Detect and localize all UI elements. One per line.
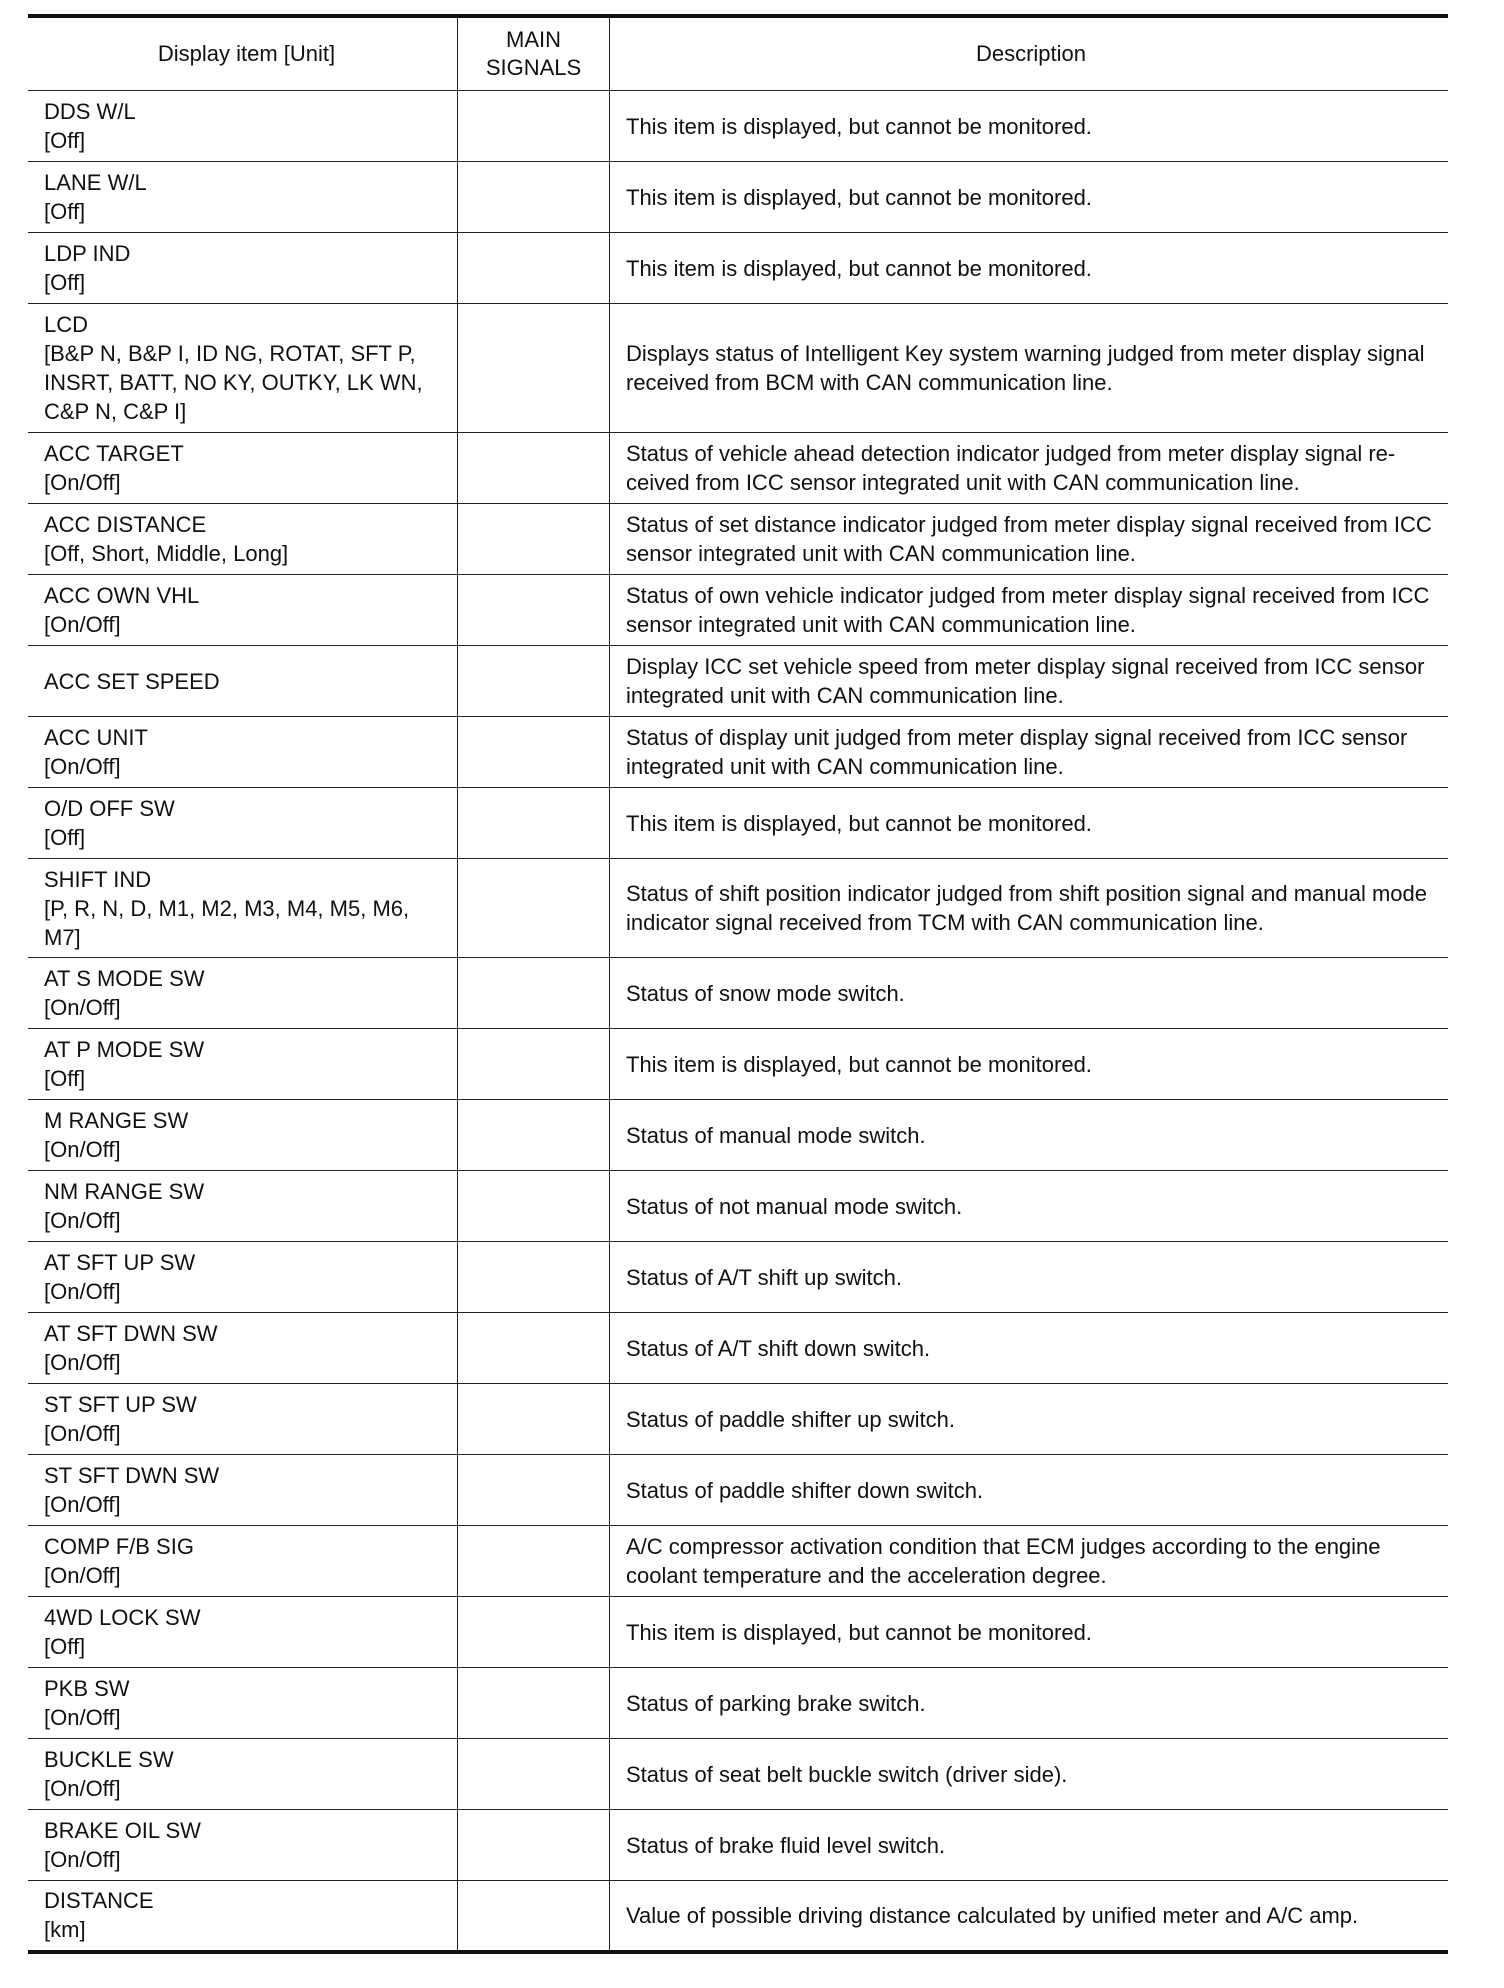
display-item-cell <box>28 1668 458 1739</box>
description-cell: Status of set distance indicator judged from meter display signal received from ICC sensor integrated unit with CAN communication line. <box>610 504 1449 575</box>
display-item-cell <box>28 1597 458 1668</box>
item-unit: [Off] <box>44 825 86 850</box>
description-cell: Displays status of Intelligent Key system warning judged from meter display signal received from BCM with CAN communication line. <box>610 304 1449 433</box>
item-name: AT P MODE SW <box>44 1037 205 1062</box>
item-name: O/D OFF SW <box>44 796 175 821</box>
display-item-cell <box>28 1526 458 1597</box>
main-signals-cell <box>458 504 610 575</box>
description-cell: Status of paddle shifter up switch. <box>610 1384 1449 1455</box>
description-cell: This item is displayed, but cannot be monitored. <box>610 1597 1449 1668</box>
display-item-cell <box>28 646 458 717</box>
description-cell: Status of A/T shift down switch. <box>610 1313 1449 1384</box>
display-item-cell <box>28 1384 458 1455</box>
main-signals-cell <box>458 1100 610 1171</box>
item-unit: [On/Off] <box>44 470 121 495</box>
item-name: LANE W/L <box>44 170 147 195</box>
main-signals-cell <box>458 1597 610 1668</box>
description-cell: Status of not manual mode switch. <box>610 1171 1449 1242</box>
main-signals-cell <box>458 162 610 233</box>
table-row <box>28 304 1448 433</box>
main-signals-cell <box>458 646 610 717</box>
item-unit: [On/Off] <box>44 1421 121 1446</box>
description-cell: Status of paddle shifter down switch. <box>610 1455 1449 1526</box>
main-signals-cell <box>458 91 610 162</box>
table-row <box>28 788 1448 859</box>
display-item-cell <box>28 1739 458 1810</box>
description-cell: This item is displayed, but cannot be monitored. <box>610 162 1449 233</box>
table-row <box>28 1100 1448 1171</box>
display-item-cell <box>28 1455 458 1526</box>
item-name: BRAKE OIL SW <box>44 1818 201 1843</box>
table-row <box>28 1313 1448 1384</box>
item-unit: [On/Off] <box>44 1492 121 1517</box>
display-item-cell <box>28 504 458 575</box>
item-name: BUCKLE SW <box>44 1747 174 1772</box>
item-unit: [P, R, N, D, M1, M2, M3, M4, M5, M6, M7] <box>44 895 410 950</box>
description-cell: Status of shift position indicator judged from shift position signal and manual mode indicator signal received from TCM with CAN communication line. <box>610 859 1449 958</box>
item-name: AT S MODE SW <box>44 966 205 991</box>
item-unit: [On/Off] <box>44 995 121 1020</box>
display-item-cell <box>28 162 458 233</box>
main-signals-cell <box>458 717 610 788</box>
main-signals-cell <box>458 575 610 646</box>
item-unit: [Off] <box>44 270 86 295</box>
table-row <box>28 958 1448 1029</box>
main-signals-cell <box>458 1739 610 1810</box>
item-name: DISTANCE <box>44 1888 154 1914</box>
description-cell: Status of A/T shift up switch. <box>610 1242 1449 1313</box>
display-item-cell <box>28 1881 458 1952</box>
main-signals-cell <box>458 304 610 433</box>
description-cell: Status of manual mode switch. <box>610 1100 1449 1171</box>
table-row <box>28 859 1448 958</box>
description-cell: Status of parking brake switch. <box>610 1668 1449 1739</box>
table-row <box>28 717 1448 788</box>
table-row <box>28 575 1448 646</box>
header-main-signals-line2: SIGNALS <box>485 55 582 80</box>
main-signals-cell <box>458 1810 610 1881</box>
item-unit: [Off] <box>44 128 86 153</box>
display-item-cell <box>28 717 458 788</box>
item-unit: [On/Off] <box>44 1208 121 1233</box>
item-unit: [Off, Short, Middle, Long] <box>44 541 289 566</box>
table-row <box>28 1597 1448 1668</box>
table-row <box>28 1526 1448 1597</box>
table-row <box>28 504 1448 575</box>
item-unit: [On/Off] <box>44 1776 121 1801</box>
display-item-table <box>28 14 1448 1954</box>
item-unit: [On/Off] <box>44 1279 121 1304</box>
item-name: PKB SW <box>44 1676 130 1701</box>
item-name: LDP IND <box>44 241 131 266</box>
table-row <box>28 1881 1448 1952</box>
item-unit: [On/Off] <box>44 754 121 779</box>
item-name: M RANGE SW <box>44 1108 189 1133</box>
display-item-cell <box>28 433 458 504</box>
table-row <box>28 162 1448 233</box>
main-signals-cell <box>458 1171 610 1242</box>
item-unit: [B&P N, B&P I, ID NG, ROTAT, SFT P, INSRT, BATT, NO KY, OUTKY, LK WN, C&P N, C&P I] <box>44 341 423 424</box>
description-cell: Status of snow mode switch. <box>610 958 1449 1029</box>
display-item-cell <box>28 1313 458 1384</box>
item-name: ST SFT UP SW <box>44 1392 197 1417</box>
item-unit: [On/Off] <box>44 1563 121 1588</box>
table-row <box>28 91 1448 162</box>
display-item-cell <box>28 958 458 1029</box>
table-row <box>28 646 1448 717</box>
table-row <box>28 1171 1448 1242</box>
table-row <box>28 1739 1448 1810</box>
description-cell: A/C compressor activation condition that ECM judges according to the engine coolant temperature and the acceleration degree. <box>610 1526 1449 1597</box>
main-signals-cell <box>458 1313 610 1384</box>
table-body <box>28 91 1448 1952</box>
item-name: ACC UNIT <box>44 725 148 750</box>
display-item-cell <box>28 304 458 433</box>
table-row <box>28 233 1448 304</box>
item-name: COMP F/B SIG <box>44 1534 194 1559</box>
display-item-cell <box>28 233 458 304</box>
table-row <box>28 433 1448 504</box>
display-item-cell <box>28 1810 458 1881</box>
item-name: ACC DISTANCE <box>44 512 207 537</box>
description-cell: This item is displayed, but cannot be monitored. <box>610 1029 1449 1100</box>
description-cell: Status of display unit judged from meter display signal received from ICC sensor integrated unit with CAN communication line. <box>610 717 1449 788</box>
description-cell: This item is displayed, but cannot be monitored. <box>610 233 1449 304</box>
main-signals-cell <box>458 958 610 1029</box>
display-item-cell <box>28 859 458 958</box>
item-name: 4WD LOCK SW <box>44 1605 201 1630</box>
table-header-row <box>28 16 1448 91</box>
table-row <box>28 1029 1448 1100</box>
table-row <box>28 1668 1448 1739</box>
main-signals-cell <box>458 1668 610 1739</box>
item-name: AT SFT DWN SW <box>44 1321 218 1346</box>
description-cell: Value of possible driving distance calculated by unified meter and A/C amp. <box>610 1881 1449 1952</box>
item-name: ACC SET SPEED <box>44 668 220 694</box>
item-unit: [Off] <box>44 1066 86 1091</box>
main-signals-cell <box>458 1881 610 1952</box>
item-name: AT SFT UP SW <box>44 1250 196 1275</box>
main-signals-cell <box>458 233 610 304</box>
main-signals-cell <box>458 1029 610 1100</box>
description-cell: Status of vehicle ahead detection indicator judged from meter display signal re-ceived from ICC sensor integrated unit with CAN communication line. <box>610 433 1449 504</box>
main-signals-cell <box>458 1384 610 1455</box>
main-signals-cell <box>458 788 610 859</box>
display-item-cell <box>28 1100 458 1171</box>
item-unit: [On/Off] <box>44 1350 121 1375</box>
item-name: SHIFT IND <box>44 866 152 892</box>
main-signals-cell <box>458 1242 610 1313</box>
header-description: Description <box>610 16 1449 91</box>
table-row <box>28 1455 1448 1526</box>
description-cell: This item is displayed, but cannot be monitored. <box>610 788 1449 859</box>
description-cell: Display ICC set vehicle speed from meter display signal received from ICC sensor integrated unit with CAN communication line. <box>610 646 1449 717</box>
display-item-cell <box>28 1171 458 1242</box>
item-name: ST SFT DWN SW <box>44 1463 220 1488</box>
display-item-cell <box>28 575 458 646</box>
description-cell: Status of brake fluid level switch. <box>610 1810 1449 1881</box>
item-name: ACC TARGET <box>44 441 184 466</box>
item-name: ACC OWN VHL <box>44 583 200 608</box>
header-main-signals-line1: MAIN <box>506 27 561 52</box>
display-item-cell <box>28 1029 458 1100</box>
description-cell: Status of seat belt buckle switch (driver side). <box>610 1739 1449 1810</box>
item-unit: [On/Off] <box>44 1705 121 1730</box>
item-unit: [Off] <box>44 199 86 224</box>
header-display-item: Display item [Unit] <box>28 16 458 91</box>
description-cell: This item is displayed, but cannot be monitored. <box>610 91 1449 162</box>
item-unit: [Off] <box>44 1634 86 1659</box>
item-name: NM RANGE SW <box>44 1179 205 1204</box>
main-signals-cell <box>458 859 610 958</box>
header-main-signals <box>458 16 610 91</box>
description-cell: Status of own vehicle indicator judged from meter display signal received from ICC sensor integrated unit with CAN communication line. <box>610 575 1449 646</box>
main-signals-cell <box>458 1526 610 1597</box>
main-signals-cell <box>458 1455 610 1526</box>
display-item-cell <box>28 1242 458 1313</box>
item-unit: [km] <box>44 1917 86 1943</box>
main-signals-cell <box>458 433 610 504</box>
table-row <box>28 1242 1448 1313</box>
display-item-cell <box>28 788 458 859</box>
item-name: DDS W/L <box>44 99 136 124</box>
table-row <box>28 1384 1448 1455</box>
item-unit: [On/Off] <box>44 612 121 637</box>
item-unit: [On/Off] <box>44 1137 121 1162</box>
item-unit: [On/Off] <box>44 1847 121 1872</box>
display-item-cell <box>28 91 458 162</box>
item-name: LCD <box>44 312 89 337</box>
table-row <box>28 1810 1448 1881</box>
